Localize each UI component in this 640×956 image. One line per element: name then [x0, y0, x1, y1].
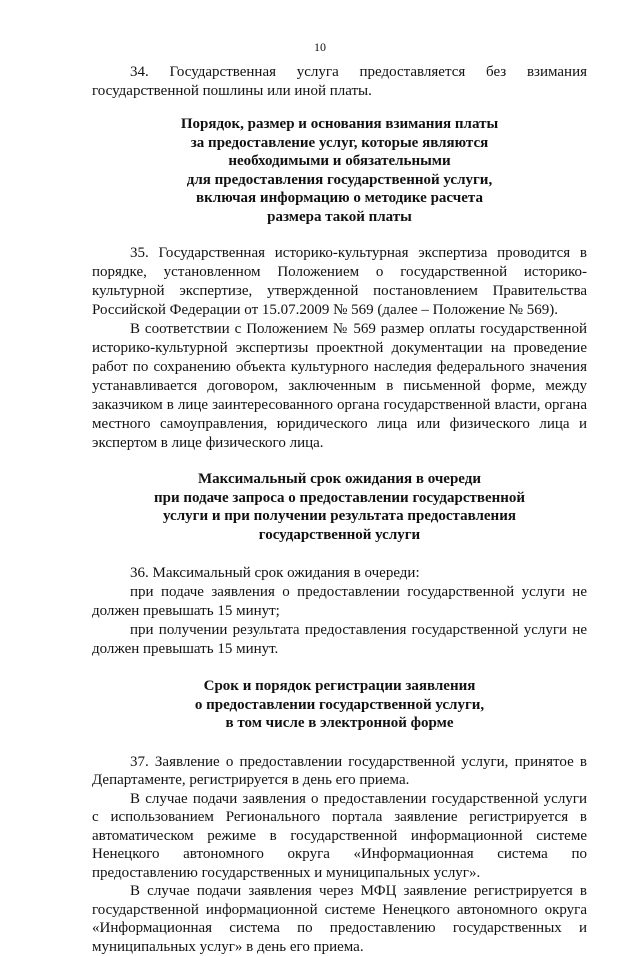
paragraph-37-mfc: В случае подачи заявления через МФЦ заявление регистрируется в государственной информационной системе Ненецкого автономного округа «Информационная система по предоставлению государственных и муниципальных услуг» в день его приема. — [92, 883, 587, 955]
heading-line: включая информацию о методике расчета — [196, 190, 483, 206]
paragraph-37-portal: В случае подачи заявления о предоставлении государственной услуги с использованием Регионального портала заявление регистрируется в автоматическом режиме в государственной информационной системе Ненецкого автономного округа «Информационная система по предоставлению государственных и муниципальных услуг». — [92, 790, 587, 881]
paragraph-37: 37. Заявление о предоставлении государственной услуги, принятое в Департаменте, регистрируется в день его приема. — [92, 753, 587, 788]
paragraph-36-submission: при подаче заявления о предоставлении государственной услуги не должен превышать 15 минут; — [92, 584, 587, 619]
heading-line: для предоставления государственной услуги, — [186, 171, 493, 188]
heading-line: Срок и порядок регистрации заявления — [203, 678, 476, 694]
heading-line: за предоставление услуг, которые являются — [190, 134, 489, 151]
heading-line: о предоставлении государственной услуги, — [194, 696, 485, 713]
heading-line: государственной услуги — [258, 526, 421, 543]
section-heading-fees — [92, 115, 587, 226]
heading-line: услуги и при получении результата предоставления — [163, 508, 516, 524]
section-heading-queue — [92, 470, 587, 544]
paragraph-36: 36. Максимальный срок ожидания в очереди: — [130, 565, 420, 581]
heading-line: размера такой платы — [267, 208, 412, 225]
paragraph-34: 34. Государственная услуга предоставляется без взимания государственной пошлины или иной платы. — [92, 64, 587, 99]
document-body — [92, 63, 587, 956]
heading-line: Максимальный срок ожидания в очереди — [198, 471, 481, 487]
heading-line: необходимыми и обязательными — [228, 153, 451, 169]
paragraph-35-payment: В соответствии с Положением № 569 размер оплаты государственной историко-культурной экспертизы проектной документации на проведение работ по сохранению объекта культурного наследия федерального значения устанавливается договором, заключенным в письменной форме, между заказчиком в лице заинтересованного органа государственной власти, органа местного самоуправления, юридического лица или физического лица и экспертом в лице физического лица. — [92, 321, 587, 451]
heading-line: при подаче запроса о предоставлении государственной — [153, 489, 526, 506]
paragraph-36-result: при получении результата предоставления государственной услуги не должен превышать 15 минут. — [92, 622, 587, 657]
section-heading-registration — [92, 677, 587, 733]
page-number: 10 — [314, 40, 326, 54]
paragraph-35: 35. Государственная историко-культурная экспертиза проводится в порядке, установленном Положением о государственной историко-культурной экспертизе, утвержденной постановлением Правительства Российской Федерации от 15.07.2009 № 569 (далее – Положение № 569). — [92, 245, 587, 318]
heading-line: Порядок, размер и основания взимания платы — [180, 116, 499, 132]
heading-line: в том числе в электронной форме — [225, 715, 454, 731]
